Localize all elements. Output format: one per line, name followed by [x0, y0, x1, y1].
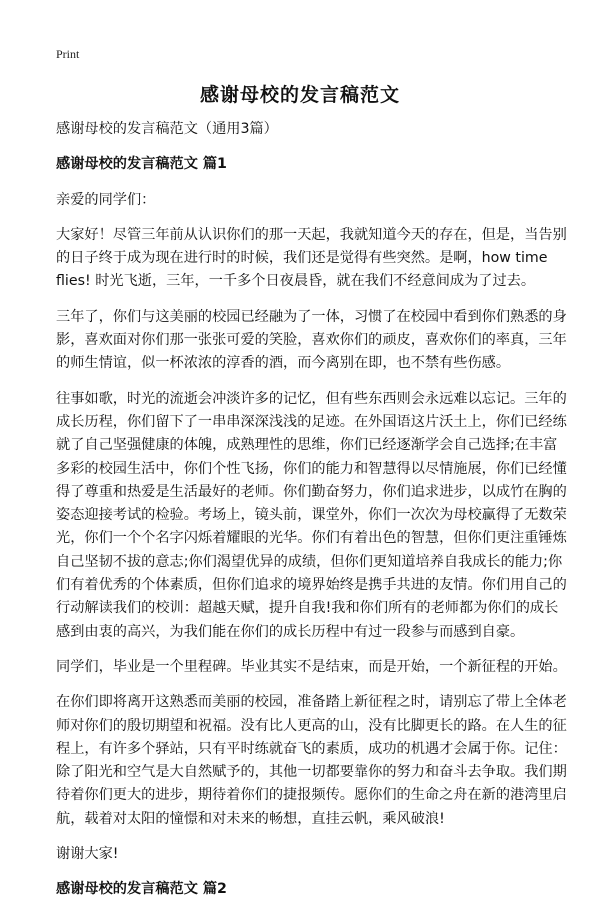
paragraph-line: flies! 时光飞逝，三年，一千多个日夜晨昏，就在我们不经意间成为了过去。 [56, 273, 536, 290]
paragraph-line: 往事如歌，时光的流逝会冲淡许多的记忆，但有些东西则会永远难以忘记。三年的 [56, 390, 567, 407]
paragraph-line: 得了尊重和热爱是生活最好的老师。你们勤奋努力，你们追求进步，以成竹在胸的 [56, 483, 567, 500]
section-heading: 感谢母校的发言稿范文 篇1 [56, 156, 227, 173]
paragraph-line: 成长历程，你们留下了一串串深深浅浅的足迹。在外国语这片沃土上，你们已经练 [56, 413, 567, 430]
paragraph-line: 谢谢大家! [56, 846, 119, 863]
greeting: 亲爱的同学们： [56, 191, 156, 208]
paragraph-line: 的日子终于成为现在进行时的时候，我们还是觉得有些突然。是啊，how time [56, 250, 548, 267]
paragraph [56, 388, 566, 644]
paragraph-line: 在你们即将离开这熟悉而美丽的校园，准备踏上新征程之时，请别忘了带上全体老 [56, 694, 567, 711]
document-title: 感谢母校的发言稿范文 [199, 84, 400, 106]
paragraph-line: 的师生情谊，似一杯浓浓的淳香的酒，而今离别在即，也不禁有些伤感。 [56, 355, 511, 372]
paragraph-line: 航，载着对太阳的憧憬和对未来的畅想，直挂云帆，乘风破浪! [56, 810, 445, 827]
paragraph [56, 656, 566, 679]
subtitle: 感谢母校的发言稿范文（通用3篇） [56, 121, 278, 137]
paragraph-line: 除了阳光和空气是大自然赋予的，其他一切都要靠你的努力和奋斗去争取。我们期 [56, 764, 567, 781]
print-link[interactable]: Print [56, 47, 80, 61]
document-body [56, 118, 566, 914]
paragraph [56, 224, 566, 294]
paragraph-line: 多彩的校园生活中，你们个性飞扬，你们的能力和智慧得以尽情施展，你们已经懂 [56, 460, 567, 477]
paragraph-line: 光，你们一个个名字闪烁着耀眼的光华。你们有着出色的智慧，但你们更注重锤炼 [56, 530, 567, 547]
paragraph-line: 师对你们的殷切期望和祝福。没有比人更高的山，没有比脚更长的路。在人生的征 [56, 717, 567, 734]
paragraph-line: 影，喜欢面对你们那一张张可爱的笑脸，喜欢你们的顽皮，喜欢你们的率真，三年 [56, 332, 567, 349]
section-heading-2: 感谢母校的发言稿范文 篇2 [56, 881, 227, 898]
paragraph-line: 行动解读我们的校训：超越天赋，提升自我!我和你们所有的老师都为你们的成长 [56, 600, 559, 617]
paragraph-line: 姿态迎接考试的检验。考场上，镜头前，课堂外，你们一次次为母校赢得了无数荣 [56, 507, 567, 524]
paragraph [56, 691, 566, 831]
paragraph-line: 大家好！尽管三年前从认识你们的那一天起，我就知道今天的存在，但是，当告别 [56, 226, 567, 243]
paragraph [56, 306, 566, 376]
paragraph-line: 们有着优秀的个体素质，但你们追求的境界始终是携手共进的友情。你们用自己的 [56, 577, 567, 594]
paragraph-line: 同学们，毕业是一个里程碑。毕业其实不是结束，而是开始，一个新征程的开始。 [56, 658, 567, 675]
paragraph-line: 三年了，你们与这美丽的校园已经融为了一体，习惯了在校园中看到你们熟悉的身 [56, 308, 567, 325]
paragraph-line: 待着你们更大的进步，期待着你们的捷报频传。愿你们的生命之舟在新的港湾里启 [56, 787, 567, 804]
paragraph-line: 自己坚韧不拔的意志;你们渴望优异的成绩，但你们更知道培养自我成长的能力;你 [56, 553, 563, 570]
paragraph-line: 程上，有许多个驿站，只有平时练就奋飞的素质，成功的机遇才会属于你。记住： [56, 740, 567, 757]
paragraph-line: 就了自己坚强健康的体魄，成熟理性的思维，你们已经逐渐学会自己选择;在丰富 [56, 437, 558, 454]
paragraph-line: 感到由衷的高兴，为我们能在你们的成长历程中有过一段参与而感到自豪。 [56, 623, 525, 640]
paragraph [56, 843, 566, 866]
